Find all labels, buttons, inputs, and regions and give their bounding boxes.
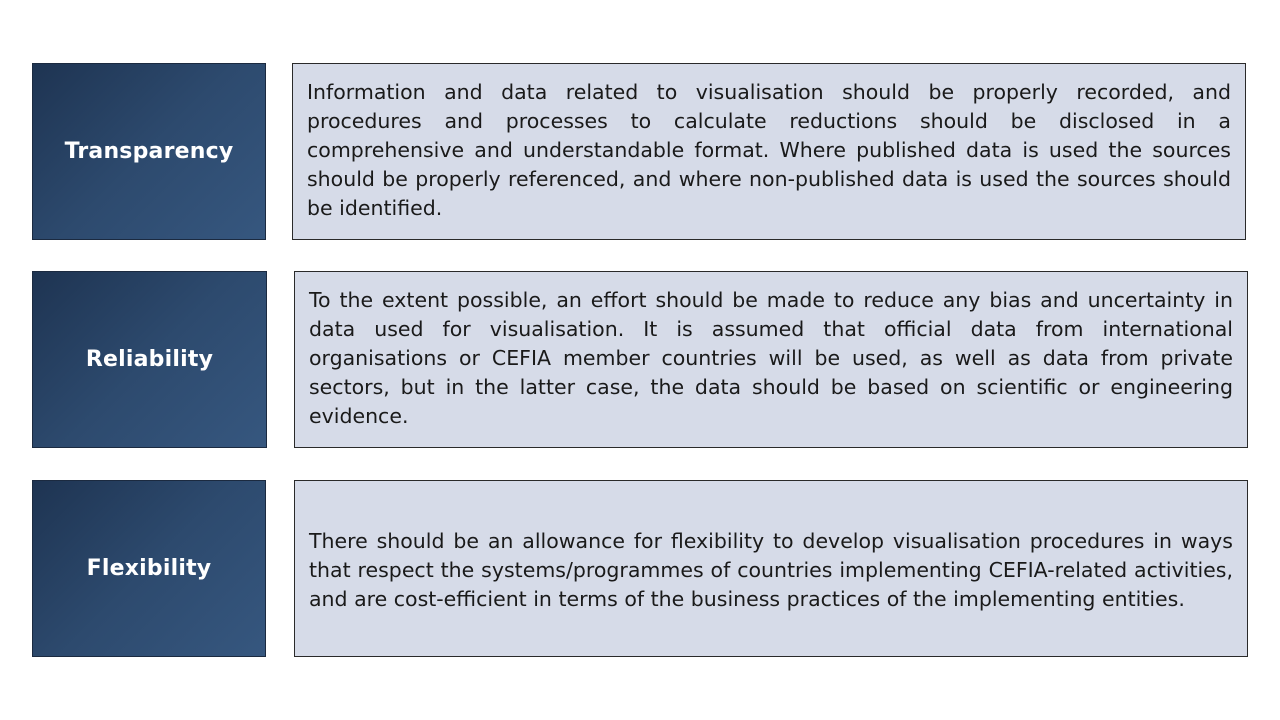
principle-label-transparency (32, 63, 266, 240)
principle-description-text: To the extent possible, an effort should be made to reduce any bias and uncertainty in data used for visualisation. It is assumed that official data from international organisations or CEFIA member countries will be used, as well as data from private sectors, but in the latter case, the data should be based on scientific or engineering evidence. (309, 288, 1233, 428)
principle-description-text: There should be an allowance for flexibility to develop visualisation procedures in ways that respect the systems/programmes of countries implementing CEFIA-related activities, and are cost-efficient in terms of the business practices of the implementing entities. (309, 529, 1233, 611)
principle-description-transparency (292, 63, 1246, 240)
principle-label-reliability (32, 271, 267, 448)
principle-description-text: Information and data related to visualisation should be properly recorded, and procedures and processes to calculate reductions should be disclosed in a comprehensive and understandable format. Where published data is used the sources should be properly referenced, and where non-published data is used the sources should be identified. (307, 80, 1231, 220)
principle-description-reliability (294, 271, 1248, 448)
principle-label-flexibility (32, 480, 266, 657)
principle-title: Flexibility (86, 556, 212, 581)
principle-title: Transparency (64, 139, 234, 164)
principle-description-flexibility (294, 480, 1248, 657)
principle-title: Reliability (85, 347, 214, 372)
